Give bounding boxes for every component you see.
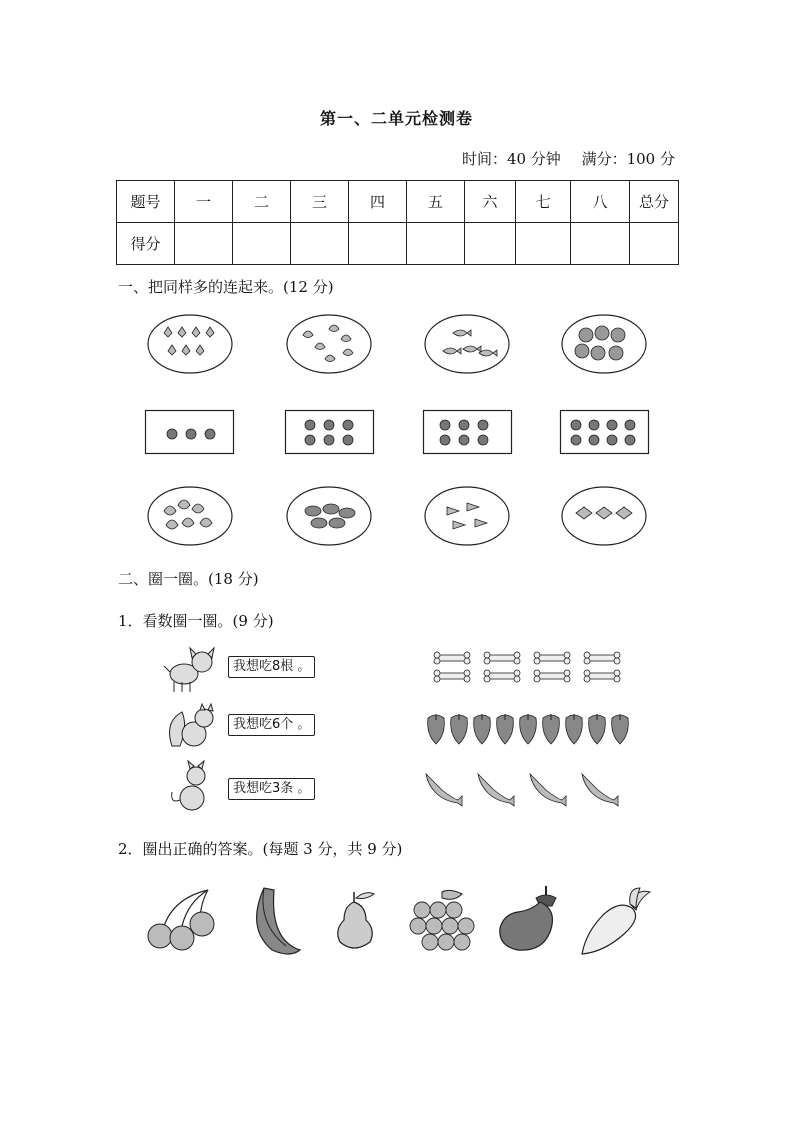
speech-bubble-squirrel: 我想吃6个 。 (228, 714, 315, 736)
bone-row[interactable] (430, 650, 626, 688)
section-2-heading: 二、圈一圈。(18 分) (118, 570, 259, 588)
oval-group-top-3[interactable] (423, 313, 511, 375)
score-table-header-row (117, 181, 679, 223)
score-cell: 总分 (630, 181, 679, 223)
dot-box-6a[interactable] (285, 410, 375, 454)
pinecone-row[interactable] (424, 710, 634, 748)
score-input-cell[interactable] (349, 223, 407, 265)
score-cell: 四 (349, 181, 407, 223)
radish-icon[interactable] (578, 888, 654, 958)
eggplant-icon[interactable] (496, 882, 560, 956)
question-1-heading: 1．看数圈一圈。(9 分) (118, 612, 274, 630)
score-input-cell[interactable] (516, 223, 571, 265)
banana-icon[interactable] (244, 884, 302, 960)
pear-icon[interactable] (328, 888, 384, 954)
score-cell: 七 (516, 181, 571, 223)
score-input-cell[interactable] (571, 223, 630, 265)
score-input-cell[interactable] (465, 223, 516, 265)
exam-meta (446, 148, 675, 169)
question-2-heading: 2．圈出正确的答案。(每题 3 分，共 9 分) (118, 840, 403, 858)
score-table-score-row (117, 223, 679, 265)
fish-row[interactable] (420, 768, 634, 810)
score-input-cell[interactable] (407, 223, 465, 265)
section-1-heading: 一、把同样多的连起来。(12 分) (118, 278, 334, 296)
speech-bubble-cat: 我想吃3条 。 (228, 778, 315, 800)
speech-text: 我想吃8根 (233, 659, 294, 674)
score-cell: 六 (465, 181, 516, 223)
oval-group-top-1[interactable] (146, 313, 234, 375)
dot-box-3[interactable] (145, 410, 235, 454)
score-cell: 题号 (117, 181, 175, 223)
time-limit: 时间：40 分钟 (461, 150, 561, 168)
speech-bubble-dog: 我想吃8根 。 (228, 656, 315, 678)
oval-group-bottom-2[interactable] (285, 485, 373, 547)
score-cell: 一 (175, 181, 233, 223)
oval-group-top-2[interactable] (285, 313, 373, 375)
dot-box-8[interactable] (560, 410, 650, 454)
oval-group-bottom-4[interactable] (560, 485, 648, 547)
full-score: 满分：100 分 (581, 150, 675, 168)
cherries-icon[interactable] (142, 886, 218, 954)
score-input-cell[interactable] (630, 223, 679, 265)
score-cell: 八 (571, 181, 630, 223)
score-cell: 五 (407, 181, 465, 223)
oval-group-bottom-1[interactable] (146, 485, 234, 547)
dog-icon (162, 644, 222, 696)
page-title: 第一、二单元检测卷 (319, 109, 473, 128)
dot-box-6b[interactable] (423, 410, 513, 454)
score-input-cell[interactable] (233, 223, 291, 265)
score-cell: 三 (291, 181, 349, 223)
score-input-cell[interactable] (175, 223, 233, 265)
speech-text: 我想吃3条 (233, 781, 294, 796)
grapes-icon[interactable] (408, 888, 478, 954)
speech-text: 我想吃6个 (233, 717, 294, 732)
oval-group-bottom-3[interactable] (423, 485, 511, 547)
score-table (116, 180, 679, 265)
squirrel-icon (164, 702, 222, 752)
cat-icon (166, 760, 222, 816)
score-input-cell[interactable] (291, 223, 349, 265)
oval-group-top-4[interactable] (560, 313, 648, 375)
score-cell: 得分 (117, 223, 175, 265)
score-cell: 二 (233, 181, 291, 223)
